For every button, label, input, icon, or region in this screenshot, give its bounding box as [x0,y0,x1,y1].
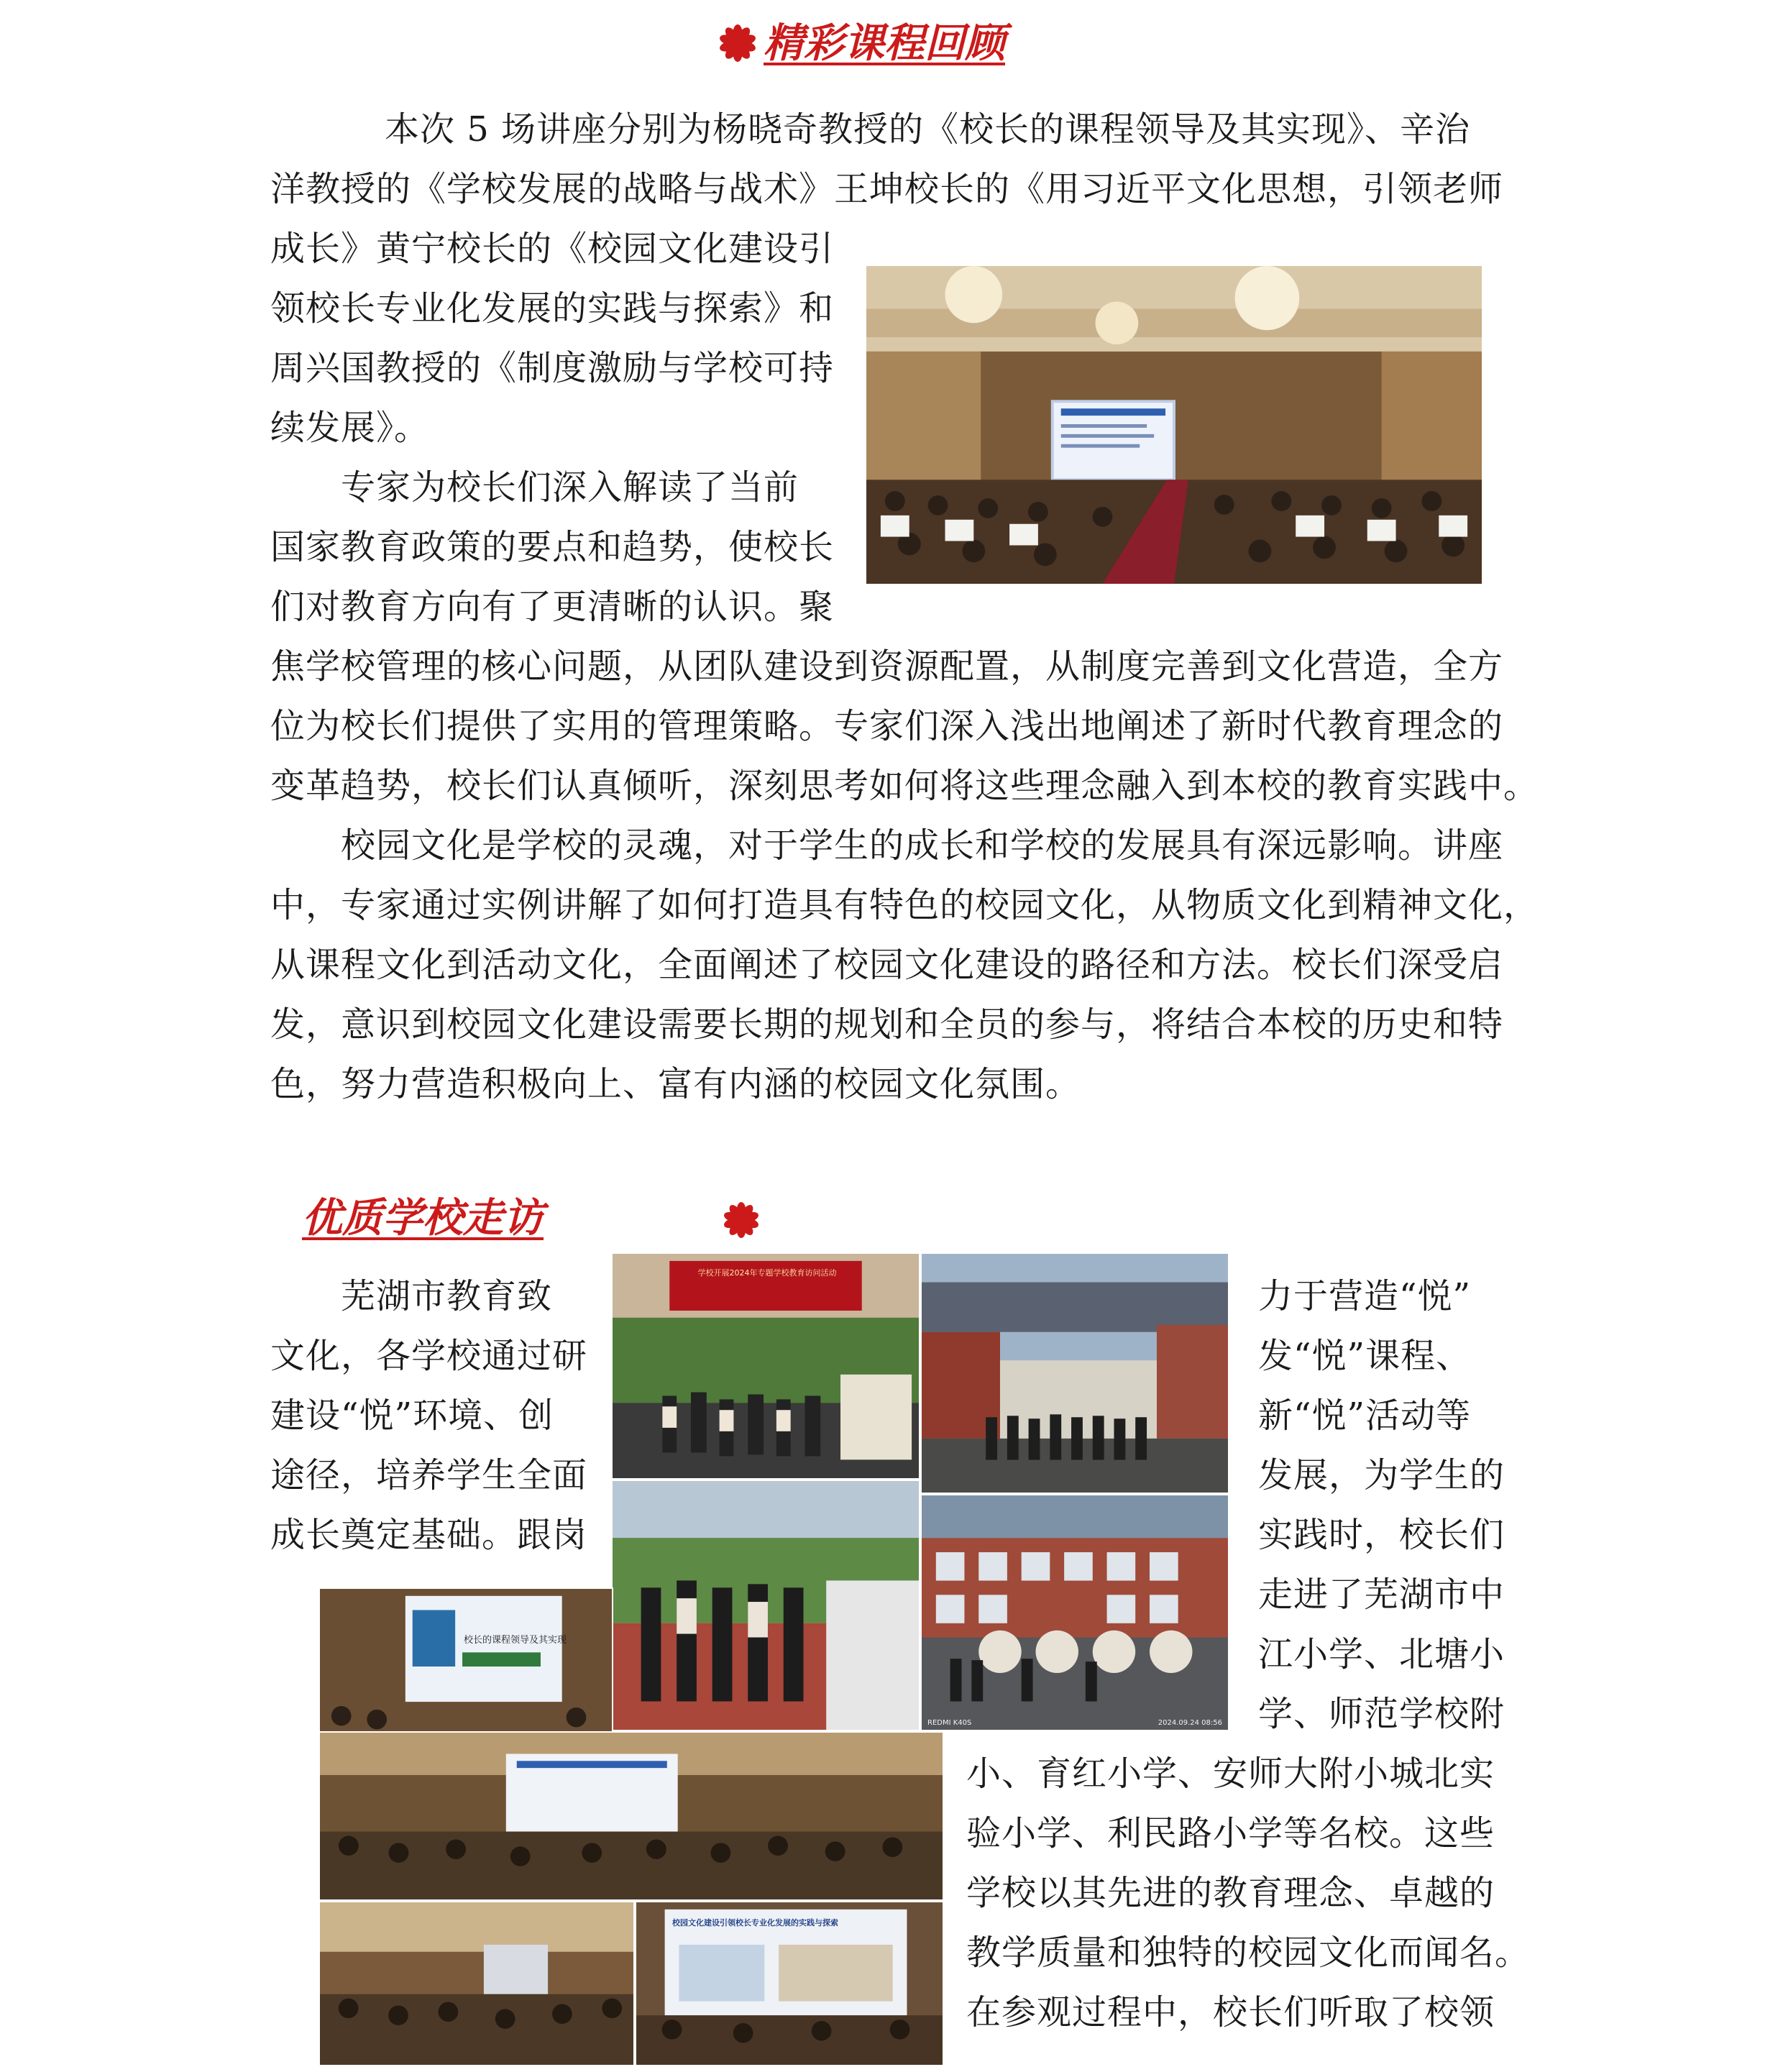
paragraph-line: 专家为校长们深入解读了当前 [341,467,799,508]
paragraph-line: 中，专家通过实例讲解了如何打造具有特色的校园文化，从物质文化到精神文化， [270,885,1539,925]
banner-text: 学校开展2024年专题学校教育访问活动 [697,1268,837,1278]
camera-watermark: REDMI K40S [927,1719,972,1727]
paragraph-line: 洋教授的《学校发展的战略与战术》王坤校长的《用习近平文化思想，引领老师 [270,169,1504,209]
paragraph-line: 周兴国教授的《制度激励与学校可持 [270,348,835,388]
paragraph-line: 色，努力营造积极向上、富有内涵的校园文化氛围。 [270,1064,1081,1104]
sports-field-photo [611,1480,920,1731]
lecture-audience-photo [318,1731,944,1901]
paragraph-line: 途径，培养学生全面 [270,1455,588,1495]
paragraph-line: 建设“悦”环境、创 [270,1395,554,1436]
paragraph-line: 变革趋势，校长们认真倾听，深刻思考如何将这些理念融入到本校的教育实践中。 [270,766,1539,806]
paragraph-line: 本次 5 场讲座分别为杨晓奇教授的《校长的课程领导及其实现》、辛治 [385,109,1471,150]
paragraph-line: 文化，各学校通过研 [270,1336,588,1376]
paragraph-line: 新“悦”活动等 [1258,1395,1472,1436]
paragraph-line: 焦学校管理的核心问题，从团队建设到资源配置，从制度完善到文化营造，全方 [270,646,1504,687]
paragraph-line: 发展，为学生的 [1258,1455,1505,1495]
paragraph-line: 们对教育方向有了更清晰的认识。聚 [270,587,835,627]
paragraph-line: 学校以其先进的教育理念、卓越的 [966,1873,1495,1913]
paragraph-line: 领校长专业化发展的实践与探索》和 [270,288,835,329]
slide-title-text: 校长的课程领导及其实现 [464,1635,567,1646]
paragraph-line: 力于营造“悦” [1258,1276,1472,1316]
paragraph-line: 芜湖市教育致 [341,1276,553,1316]
paragraph-line: 验小学、利民路小学等名校。这些 [966,1813,1495,1853]
school-courtyard-photo [920,1494,1229,1731]
culture-slide-photo [635,1901,944,2066]
section-heading-school-visit: 优质学校走访 [302,1195,544,1242]
lecture-room-photo [318,1901,635,2066]
paragraph-line: 成长》黄宁校长的《校园文化建设引 [270,229,835,269]
slide-title-text: 校园文化建设引领校长专业化发展的实践与探索 [672,1918,838,1927]
paragraph-line: 实践时，校长们 [1258,1515,1505,1555]
paragraph-line: 从课程文化到活动文化，全面阐述了校园文化建设的路径和方法。校长们深受启 [270,945,1504,985]
paragraph-line: 校园文化是学校的灵魂，对于学生的成长和学校的发展具有深远影响。讲座 [341,825,1504,866]
paragraph-line: 在参观过程中，校长们听取了校领 [966,1992,1495,2032]
school-gate-photo [920,1252,1229,1494]
photo-timestamp: 2024.09.24 08:56 [1158,1719,1222,1727]
section-heading-course-review: 精彩课程回顾 [764,20,1005,67]
paragraph-line: 发，意识到校园文化建设需要长期的规划和全员的参与，将结合本校的历史和特 [270,1004,1504,1045]
lecture-hall-photo [865,265,1483,585]
paragraph-line: 学、师范学校附 [1258,1694,1505,1734]
paragraph-line: 小、育红小学、安师大附小城北实 [966,1754,1495,1794]
paragraph-line: 走进了芜湖市中 [1258,1574,1505,1615]
paragraph-line: 教学质量和独特的校园文化而闻名。 [966,1933,1531,1973]
red-flower-icon [719,24,756,62]
paragraph-line: 国家教育政策的要点和趋势，使校长 [270,527,835,567]
red-flower-icon [723,1202,759,1238]
paragraph-line: 发“悦”课程、 [1258,1336,1472,1376]
paragraph-line: 江小学、北塘小 [1258,1634,1505,1674]
paragraph-line: 续发展》。 [270,408,430,448]
paragraph-line: 位为校长们提供了实用的管理策略。专家们深入浅出地阐述了新时代教育理念的 [270,706,1504,746]
paragraph-line: 成长奠定基础。跟岗 [270,1515,588,1555]
lecture-slide-photo [318,1587,613,1746]
school-visit-photo [611,1252,920,1480]
